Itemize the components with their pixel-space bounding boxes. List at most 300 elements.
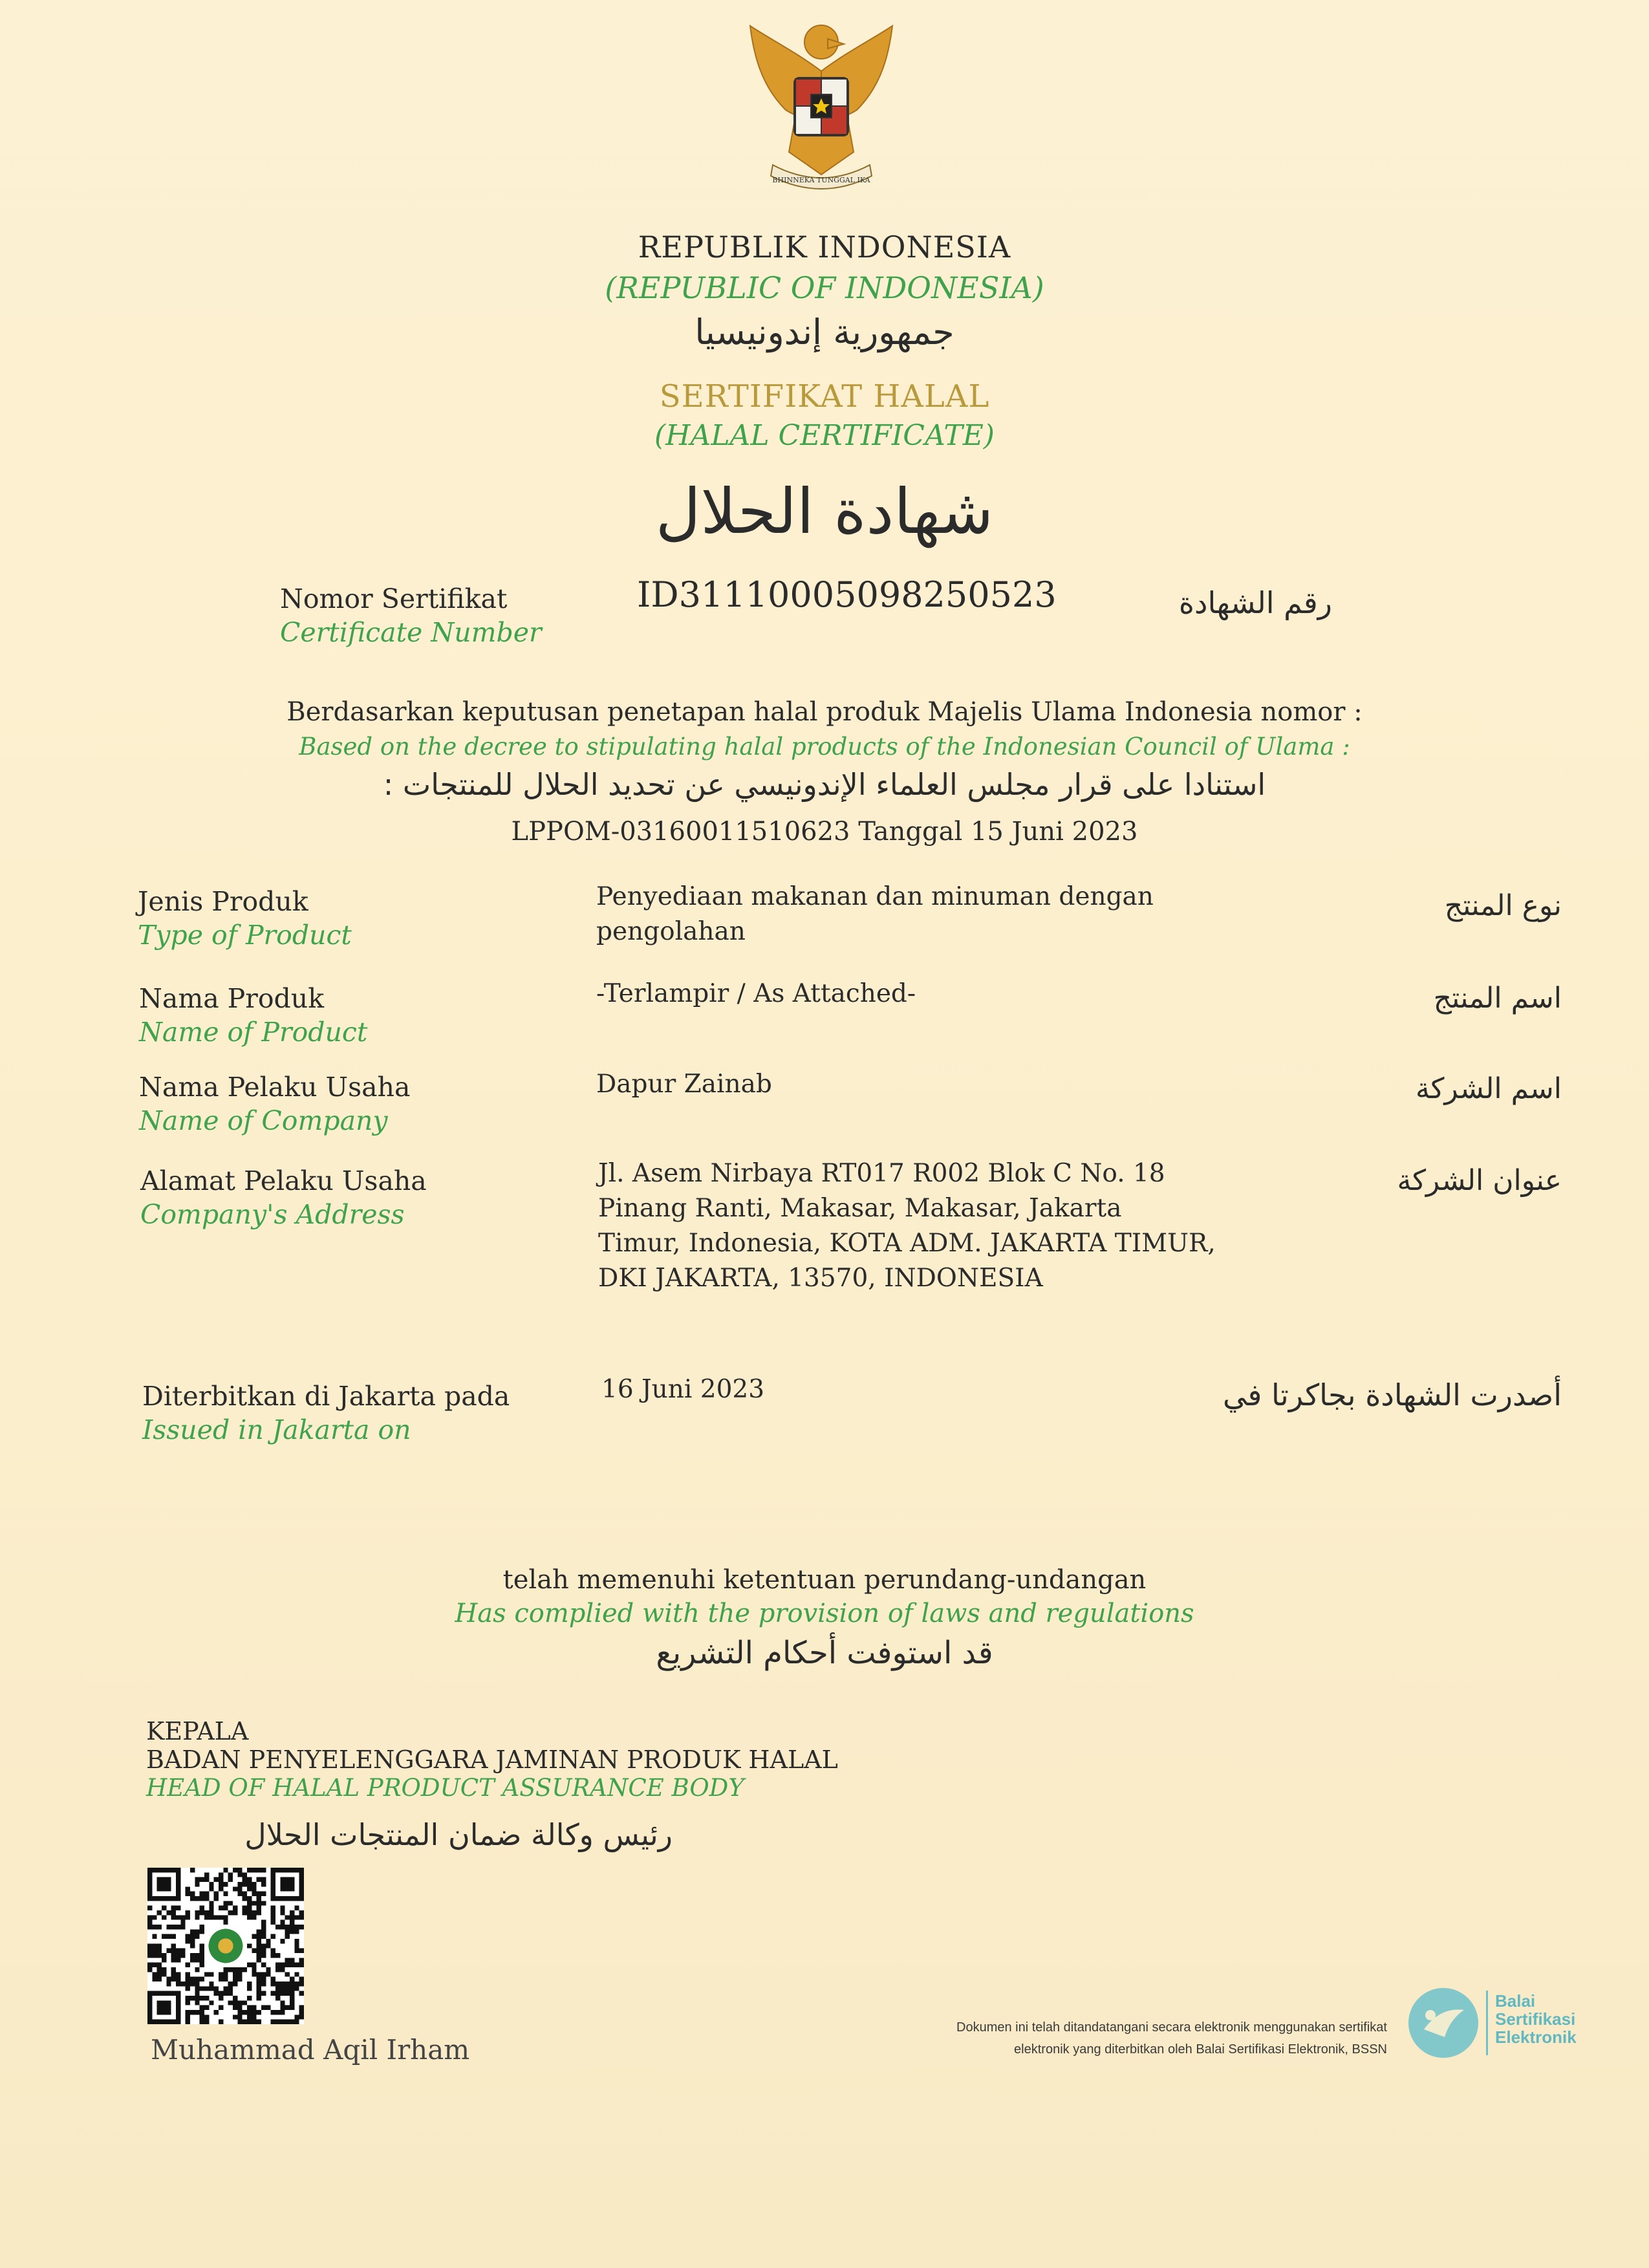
certificate-number-value: ID31110005098250523: [637, 574, 1057, 615]
qr-module: [242, 1877, 247, 1882]
qr-module: [299, 1991, 304, 1996]
qr-module: [257, 1901, 261, 1905]
qr-module: [200, 1963, 204, 1967]
qr-module: [237, 2020, 242, 2024]
qr-module: [223, 1920, 228, 1925]
qr-module: [252, 1901, 256, 1905]
qr-module: [176, 1953, 180, 1958]
qr-module: [233, 1972, 237, 1976]
certificate-title: SERTIFIKAT HALAL: [659, 378, 990, 415]
qr-module: [261, 1963, 266, 1967]
qr-module: [266, 1943, 270, 1948]
qr-module: [147, 1949, 152, 1953]
qr-module: [180, 1953, 185, 1958]
qr-module: [209, 1982, 213, 1986]
qr-module: [294, 1949, 299, 1953]
qr-module: [247, 1963, 252, 1967]
qr-module: [171, 1967, 176, 1972]
qr-module: [261, 1877, 266, 1882]
qr-module: [275, 2010, 280, 2014]
qr-module: [290, 1929, 294, 1934]
qr-module: [157, 1943, 162, 1948]
company-address-label: [140, 1164, 427, 1231]
qr-module: [252, 1910, 256, 1915]
qr-module: [214, 2010, 219, 2014]
qr-module: [294, 1929, 299, 1934]
issued-label-id: Diterbitkan di Jakarta pada: [142, 1381, 510, 1412]
qr-module: [285, 1982, 290, 1986]
qr-module: [233, 1910, 237, 1915]
qr-module: [252, 1886, 256, 1891]
product-type-label-en: Type of Product: [138, 920, 352, 951]
qr-module: [209, 1915, 213, 1919]
qr-module: [233, 1967, 237, 1972]
qr-code[interactable]: [147, 1868, 304, 2024]
qr-module: [261, 1868, 266, 1872]
qr-module: [157, 1972, 162, 1976]
decree-text: Berdasarkan keputusan penetapan halal produk Majelis Ulama Indonesia nomor :: [286, 697, 1363, 727]
qr-module: [247, 1915, 252, 1919]
qr-module: [237, 1892, 242, 1896]
qr-module: [242, 1882, 247, 1886]
qr-module: [219, 2005, 223, 2010]
qr-module: [242, 1906, 247, 1910]
qr-module: [152, 1972, 156, 1976]
qr-module: [252, 1868, 256, 1872]
qr-module: [290, 1910, 294, 1915]
qr-module: [186, 1886, 190, 1891]
qr-module: [271, 1977, 275, 1982]
company-name-label-id: Nama Pelaku Usaha: [139, 1072, 411, 1103]
qr-module: [204, 1972, 209, 1976]
qr-module: [257, 1939, 261, 1943]
qr-module: [280, 1920, 285, 1925]
qr-module: [186, 1996, 190, 2000]
decree-number: LPPOM-03160011510623 Tanggal 15 Juni 2023: [511, 817, 1138, 847]
qr-module: [152, 1934, 156, 1939]
qr-module: [261, 1901, 266, 1905]
qr-module: [152, 1915, 156, 1919]
qr-module: [285, 1915, 290, 1919]
qr-module: [294, 2020, 299, 2024]
qr-module: [247, 1982, 252, 1986]
qr-module: [200, 1910, 204, 1915]
qr-module: [195, 1929, 199, 1934]
qr-module: [204, 2020, 209, 2024]
qr-module: [200, 1906, 204, 1910]
qr-module: [228, 1991, 233, 1996]
qr-module: [252, 1949, 256, 1953]
qr-module: [290, 2005, 294, 2010]
company-name-value: Dapur Zainab: [596, 1070, 772, 1099]
qr-module: [152, 1925, 156, 1929]
qr-module: [190, 2010, 195, 2014]
qr-module: [271, 1953, 275, 1958]
qr-module: [290, 1982, 294, 1986]
qr-module: [275, 1967, 280, 1972]
qr-module: [299, 1982, 304, 1986]
qr-module: [299, 1949, 304, 1953]
qr-module: [223, 1991, 228, 1996]
product-type-value-line: pengolahan: [596, 917, 746, 946]
qr-module: [200, 1943, 204, 1948]
e-signature-note: [805, 2016, 1387, 2060]
qr-module: [195, 2000, 199, 2005]
qr-module: [223, 1892, 228, 1896]
qr-module: [247, 2014, 252, 2019]
qr-module: [237, 1977, 242, 1982]
qr-module: [294, 1939, 299, 1943]
qr-module: [257, 1958, 261, 1962]
qr-module: [180, 1920, 185, 1925]
qr-module: [214, 1986, 219, 1991]
qr-module: [200, 2005, 204, 2010]
qr-module: [186, 2014, 190, 2019]
qr-module: [228, 1872, 233, 1877]
qr-module: [280, 1982, 285, 1986]
qr-module: [261, 1934, 266, 1939]
qr-module: [195, 1953, 199, 1958]
qr-module: [214, 1896, 219, 1901]
qr-module: [271, 1949, 275, 1953]
qr-module: [280, 2000, 285, 2005]
signatory-agency: BADAN PENYELENGGARA JAMINAN PRODUK HALAL: [146, 1745, 838, 1774]
qr-module: [162, 1915, 166, 1919]
qr-module: [247, 1882, 252, 1886]
qr-module: [280, 1906, 285, 1910]
qr-module: [290, 2000, 294, 2005]
qr-module: [195, 1882, 199, 1886]
qr-module: [176, 1977, 180, 1982]
qr-module: [186, 1972, 190, 1976]
certificate-title-en: (HALAL CERTIFICATE): [654, 419, 995, 452]
qr-module: [162, 1934, 166, 1939]
qr-module: [186, 1910, 190, 1915]
qr-module: [285, 2020, 290, 2024]
qr-module: [209, 1886, 213, 1891]
qr-module: [247, 1910, 252, 1915]
company-address-value: [598, 1156, 1216, 1296]
certificate-number-label-id: Nomor Sertifikat: [280, 583, 508, 614]
qr-module: [257, 1996, 261, 2000]
qr-module: [195, 2010, 199, 2014]
qr-module: [280, 1939, 285, 1943]
decree-text-en: Based on the decree to stipulating halal products of the Indonesian Council of Ulama :: [299, 733, 1350, 761]
qr-module: [219, 1972, 223, 1976]
qr-module: [271, 1915, 275, 1919]
signatory-title-ar: رئيس وكالة ضمان المنتجات الحلال: [244, 1817, 673, 1852]
qr-module: [252, 1934, 256, 1939]
qr-module: [204, 2005, 209, 2010]
qr-module: [166, 1910, 171, 1915]
qr-module: [166, 1977, 171, 1982]
qr-module: [195, 1977, 199, 1982]
certificate-number-label-en: Certificate Number: [280, 617, 542, 648]
qr-module: [280, 1986, 285, 1991]
qr-module: [176, 1906, 180, 1910]
qr-module: [242, 1892, 247, 1896]
qr-module: [280, 2020, 285, 2024]
qr-module: [200, 1925, 204, 1929]
qr-module: [200, 2010, 204, 2014]
qr-module: [228, 1982, 233, 1986]
qr-module: [247, 1901, 252, 1905]
qr-module: [157, 1949, 162, 1953]
qr-module: [171, 1910, 176, 1915]
qr-module: [299, 1958, 304, 1962]
qr-module: [294, 2014, 299, 2019]
bse-logo-line: Elektronik: [1495, 2027, 1577, 2047]
qr-module: [190, 1953, 195, 1958]
qr-module: [233, 1886, 237, 1891]
republic-title-en: (REPUBLIC OF INDONESIA): [605, 270, 1044, 305]
qr-module: [214, 1892, 219, 1896]
address-line: DKI JAKARTA, 13570, INDONESIA: [598, 1264, 1043, 1293]
shield: [794, 78, 848, 136]
qr-module: [200, 1953, 204, 1958]
qr-module: [247, 2005, 252, 2010]
qr-module: [275, 1986, 280, 1991]
signatory-block: [146, 1717, 838, 1802]
qr-module: [247, 1943, 252, 1948]
qr-module: [200, 1949, 204, 1953]
emblem-motto: BHINNEKA TUNGGAL IKA: [772, 176, 870, 184]
qr-module: [195, 1996, 199, 2000]
compliance-text-en: Has complied with the provision of laws and regulations: [455, 1599, 1194, 1628]
qr-module: [162, 1953, 166, 1958]
qr-module: [285, 2005, 290, 2010]
qr-module: [171, 1915, 176, 1919]
qr-module: [271, 1991, 275, 1996]
qr-module: [257, 1972, 261, 1976]
qr-module: [261, 1943, 266, 1948]
qr-module: [242, 1896, 247, 1901]
product-name-value: -Terlampir / As Attached-: [596, 979, 916, 1008]
qr-logo-center: [218, 1938, 233, 1953]
product-name-label: [139, 982, 367, 1049]
qr-module: [261, 1991, 266, 1996]
qr-module: [195, 1910, 199, 1915]
qr-module: [204, 1872, 209, 1877]
qr-module: [162, 1967, 166, 1972]
qr-module: [242, 2020, 247, 2024]
product-type-value: [596, 880, 1154, 949]
qr-module: [195, 1896, 199, 1901]
qr-module: [228, 2000, 233, 2005]
qr-module: [214, 1877, 219, 1882]
qr-module: [200, 1986, 204, 1991]
qr-module: [271, 2020, 275, 2024]
qr-module: [275, 1953, 280, 1958]
qr-module: [219, 1996, 223, 2000]
qr-module: [204, 1896, 209, 1901]
qr-module: [294, 1986, 299, 1991]
qr-module: [219, 1872, 223, 1877]
qr-module: [186, 1986, 190, 1991]
qr-module: [204, 1910, 209, 1915]
qr-module: [147, 1925, 152, 1929]
qr-module: [271, 1982, 275, 1986]
qr-module: [285, 1934, 290, 1939]
qr-module: [285, 1925, 290, 1929]
qr-module: [271, 1920, 275, 1925]
qr-module: [247, 2010, 252, 2014]
qr-module: [157, 1925, 162, 1929]
qr-module: [166, 1949, 171, 1953]
qr-module: [228, 1986, 233, 1991]
qr-module: [171, 1958, 176, 1962]
qr-module: [162, 1958, 166, 1962]
qr-module: [176, 1958, 180, 1962]
issued-date-value: 16 Juni 2023: [601, 1375, 765, 1404]
bse-logo-icon: [1405, 1984, 1482, 2062]
product-name-label-id: Nama Produk: [139, 983, 325, 1014]
qr-module: [223, 1967, 228, 1972]
qr-module: [271, 1934, 275, 1939]
qr-module: [257, 1943, 261, 1948]
qr-module: [233, 1906, 237, 1910]
qr-module: [157, 1910, 162, 1915]
qr-module: [204, 1892, 209, 1896]
qr-module: [204, 1996, 209, 2000]
qr-module: [223, 1915, 228, 1919]
qr-finder-center: [280, 1877, 294, 1892]
qr-module: [190, 1958, 195, 1962]
qr-module: [237, 2000, 242, 2005]
qr-module: [233, 2005, 237, 2010]
republic-title: REPUBLIK INDONESIA: [638, 230, 1011, 265]
qr-module: [257, 1896, 261, 1901]
qr-module: [290, 1925, 294, 1929]
qr-module: [285, 1986, 290, 1991]
qr-finder-center: [157, 2000, 171, 2014]
qr-module: [190, 1868, 195, 1872]
qr-module: [204, 1915, 209, 1919]
qr-module: [266, 2005, 270, 2010]
address-line: Jl. Asem Nirbaya RT017 R002 Blok C No. 18: [598, 1159, 1165, 1188]
qr-module: [285, 1958, 290, 1962]
qr-module: [180, 1982, 185, 1986]
qr-module: [219, 1991, 223, 1996]
qr-module: [186, 2020, 190, 2024]
qr-module: [186, 2000, 190, 2005]
qr-module: [257, 1977, 261, 1982]
qr-module: [299, 1977, 304, 1982]
qr-module: [190, 1929, 195, 1934]
qr-module: [176, 1949, 180, 1953]
qr-module: [219, 2020, 223, 2024]
qr-module: [223, 1882, 228, 1886]
qr-module: [294, 1972, 299, 1976]
qr-module: [294, 1906, 299, 1910]
issued-label-en: Issued in Jakarta on: [142, 1414, 411, 1445]
qr-module: [209, 1972, 213, 1976]
certificate-number-label: [280, 582, 542, 649]
qr-module: [294, 1943, 299, 1948]
qr-module: [237, 2014, 242, 2019]
company-name-label-en: Name of Company: [139, 1105, 388, 1136]
qr-module: [209, 1906, 213, 1910]
qr-module: [247, 1868, 252, 1872]
qr-module: [280, 1910, 285, 1915]
product-type-label: [138, 885, 352, 952]
qr-module: [171, 1953, 176, 1958]
qr-module: [195, 1877, 199, 1882]
qr-module: [152, 1949, 156, 1953]
qr-module: [152, 1943, 156, 1948]
qr-module: [147, 1943, 152, 1948]
qr-module: [204, 1877, 209, 1882]
qr-module: [223, 1986, 228, 1991]
qr-module: [275, 1991, 280, 1996]
qr-module: [299, 2005, 304, 2010]
qr-module: [237, 1972, 242, 1976]
qr-module: [219, 1915, 223, 1919]
qr-module: [257, 1986, 261, 1991]
qr-module: [299, 1915, 304, 1919]
qr-module: [195, 1915, 199, 1919]
qr-module: [219, 1906, 223, 1910]
qr-module: [157, 1963, 162, 1967]
qr-module: [247, 1896, 252, 1901]
qr-module: [223, 1868, 228, 1872]
qr-module: [237, 1872, 242, 1877]
qr-module: [186, 1934, 190, 1939]
qr-module: [176, 1925, 180, 1929]
qr-module: [200, 2014, 204, 2019]
bse-logo-line: Sertifikasi: [1495, 2009, 1576, 2029]
qr-module: [171, 1949, 176, 1953]
qr-module: [299, 2010, 304, 2014]
qr-module: [252, 1967, 256, 1972]
qr-module: [219, 1977, 223, 1982]
qr-module: [247, 1986, 252, 1991]
qr-module: [233, 1996, 237, 2000]
qr-module: [237, 1882, 242, 1886]
qr-module: [257, 1929, 261, 1934]
product-type-label-ar: نوع المنتج: [1444, 889, 1562, 922]
qr-module: [271, 2010, 275, 2014]
address-line: Pinang Ranti, Makasar, Makasar, Jakarta: [598, 1194, 1122, 1223]
qr-module: [242, 1910, 247, 1915]
qr-module: [190, 1996, 195, 2000]
qr-module: [285, 1972, 290, 1976]
qr-module: [162, 1972, 166, 1976]
qr-module: [261, 1929, 266, 1934]
qr-module: [152, 1963, 156, 1967]
qr-module: [237, 1868, 242, 1872]
qr-module: [190, 1943, 195, 1948]
qr-finder-center: [157, 1877, 171, 1892]
qr-module: [190, 1982, 195, 1986]
qr-module: [200, 1977, 204, 1982]
qr-module: [266, 1939, 270, 1943]
qr-module: [223, 1977, 228, 1982]
garuda-emblem: [724, 13, 918, 200]
qr-module: [186, 2010, 190, 2014]
qr-module: [252, 1892, 256, 1896]
qr-module: [257, 1910, 261, 1915]
qr-module: [214, 1915, 219, 1919]
qr-module: [275, 1996, 280, 2000]
company-address-label-ar: عنوان الشركة: [1397, 1164, 1562, 1197]
signatory-title: KEPALA: [146, 1717, 249, 1745]
qr-module: [257, 2010, 261, 2014]
qr-module: [233, 2000, 237, 2005]
qr-module: [294, 1982, 299, 1986]
bse-logo-text: [1495, 1992, 1577, 2046]
qr-module: [176, 1972, 180, 1976]
